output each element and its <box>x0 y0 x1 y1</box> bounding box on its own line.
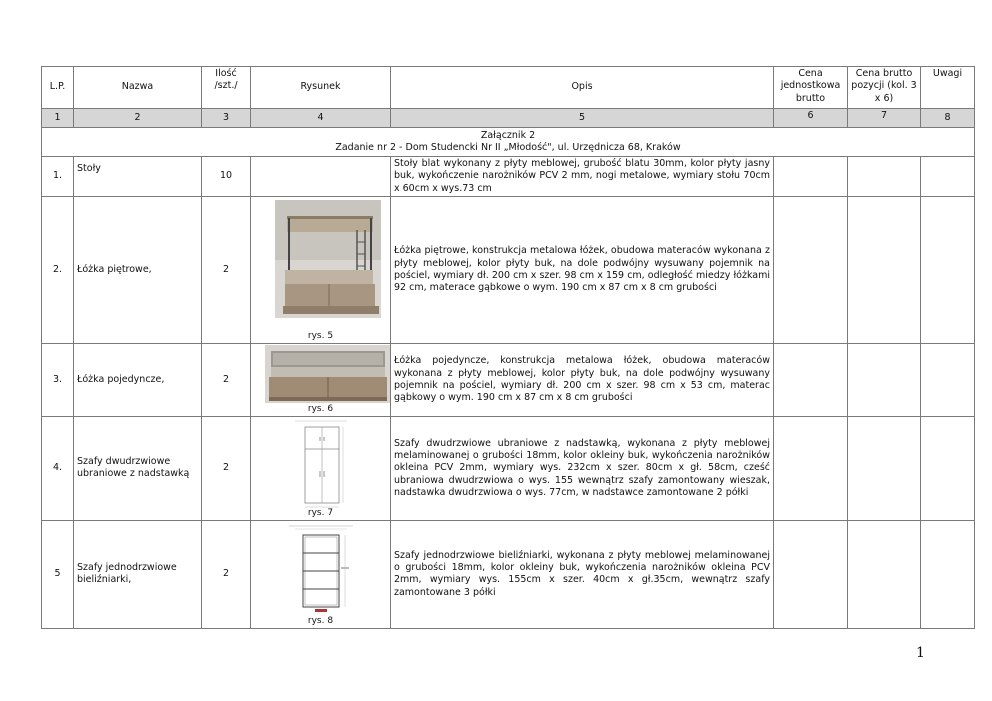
single-bed-photo <box>265 345 391 403</box>
column-number: 8 <box>921 109 975 128</box>
caption-line-1: Załącznik 2 <box>480 129 536 141</box>
section-caption-row <box>42 128 975 157</box>
row-drawing <box>251 416 391 520</box>
row-notes <box>921 343 975 416</box>
table-row <box>42 157 975 197</box>
row-lp: 4. <box>42 416 74 520</box>
row-notes <box>921 196 975 343</box>
column-number: 7 <box>848 109 921 128</box>
row-drawing <box>251 196 391 343</box>
column-number: 2 <box>74 109 202 128</box>
row-unit-price <box>774 157 848 197</box>
row-name: Łóżka piętrowe, <box>74 196 202 343</box>
row-qty: 2 <box>202 196 251 343</box>
row-drawing <box>251 343 391 416</box>
row-name: Szafy dwudrzwiowe ubraniowe z nadstawką <box>74 416 202 520</box>
column-number: 4 <box>251 109 391 128</box>
caption-line-2: Zadanie nr 2 - Dom Studencki Nr II „Młodość", ul. Urzędnicza 68, Kraków <box>335 142 681 153</box>
header-notes: Uwagi <box>921 67 975 109</box>
header-lp: L.P. <box>42 67 74 109</box>
row-qty: 2 <box>202 416 251 520</box>
row-gross-price <box>848 343 921 416</box>
row-notes <box>921 520 975 628</box>
wardrobe-drawing <box>291 419 351 509</box>
row-unit-price <box>774 343 848 416</box>
row-lp: 5 <box>42 520 74 628</box>
row-unit-price <box>774 520 848 628</box>
row-name: Szafy jednodrzwiowe bieliźniarki, <box>74 520 202 628</box>
row-drawing <box>251 520 391 628</box>
header-qty: Ilość /szt./ <box>202 67 251 109</box>
row-notes <box>921 157 975 197</box>
column-number: 5 <box>391 109 774 128</box>
table-row <box>42 520 975 628</box>
section-caption <box>42 128 975 157</box>
row-desc: Szafy dwudrzwiowe ubraniowe z nadstawką, wykonana z płyty meblowej melaminowanej o grubości 18mm, kolor okleiny buk, wykończenia narożników okleina PCV 2mm, wymiary wys. 232cm x szer. 80cm x gł. 58cm, cześć ubraniowa dwudrzwiowa o wys. 155 wewnątrz szafy zamontowany wieszak, nadstawka dwudrzwiowa o wys. 77cm, w nadstawce zamontowane 2 półki <box>391 416 774 520</box>
row-notes <box>921 416 975 520</box>
column-number: 6 <box>774 109 848 128</box>
header-unit-price: Cena jednostkowa brutto <box>774 67 848 109</box>
drawing-caption: rys. 7 <box>307 507 334 518</box>
drawing-caption: rys. 8 <box>307 615 334 626</box>
table-row <box>42 416 975 520</box>
row-unit-price <box>774 416 848 520</box>
linen-cabinet-drawing <box>281 523 361 615</box>
drawing-caption: rys. 6 <box>307 403 334 414</box>
bunk-bed-photo <box>275 200 381 318</box>
header-row <box>42 67 975 109</box>
row-gross-price <box>848 520 921 628</box>
row-qty: 2 <box>202 520 251 628</box>
row-drawing <box>251 157 391 197</box>
row-lp: 2. <box>42 196 74 343</box>
row-desc: Szafy jednodrzwiowe bieliźniarki, wykonana z płyty meblowej melaminowanej o grubości 18mm, kolor okleiny buk, wykończenia narożników okleina PCV 2mm, wymiary wys. 155cm x szer. 40cm x gł.35cm, wewnątrz szafy zamontowane 3 półki <box>391 520 774 628</box>
header-name: Nazwa <box>74 67 202 109</box>
row-gross-price <box>848 416 921 520</box>
column-number-row <box>42 109 975 128</box>
page-number: 1 <box>916 645 925 661</box>
header-gross-price: Cena brutto pozycji (kol. 3 x 6) <box>848 67 921 109</box>
row-desc: Łóżka piętrowe, konstrukcja metalowa łóżek, obudowa materaców wykonana z płyty meblowej, kolor płyty buk, na dole podwójny wysuwany pojemnik na pościel, wymiary dł. 200 cm x szer. 98 cm x 159 cm, odległość miedzy łóżkami 92 cm, materace gąbkowe o wym. 190 cm x 87 cm x 8 cm grubości <box>391 196 774 343</box>
row-unit-price <box>774 196 848 343</box>
table-row <box>42 196 975 343</box>
row-desc: Stoły blat wykonany z płyty meblowej, grubość blatu 30mm, kolor płyty jasny buk, wykończenie narożników PCV 2 mm, nogi metalowe, wymiary stołu 70cm x 60cm x wys.73 cm <box>391 157 774 197</box>
row-gross-price <box>848 196 921 343</box>
row-qty: 10 <box>202 157 251 197</box>
drawing-caption: rys. 5 <box>307 330 334 341</box>
header-drawing: Rysunek <box>251 67 391 109</box>
row-lp: 3. <box>42 343 74 416</box>
row-desc: Łóżka pojedyncze, konstrukcja metalowa łóżek, obudowa materaców wykonana z płyty meblowej, kolor płyty buk, na dole podwójny wysuwany pojemnik na pościel, wymiary dł. 200 cm x szer. 98 cm x 53 cm, materac gąbkowy o wym. 190 cm x 87 cm x 8 cm grubości <box>391 343 774 416</box>
row-name: Łóżka pojedyncze, <box>74 343 202 416</box>
furniture-spec-table <box>41 66 975 629</box>
row-qty: 2 <box>202 343 251 416</box>
header-desc: Opis <box>391 67 774 109</box>
row-gross-price <box>848 157 921 197</box>
column-number: 1 <box>42 109 74 128</box>
table-row <box>42 343 975 416</box>
row-lp: 1. <box>42 157 74 197</box>
row-name: Stoły <box>74 157 202 197</box>
column-number: 3 <box>202 109 251 128</box>
